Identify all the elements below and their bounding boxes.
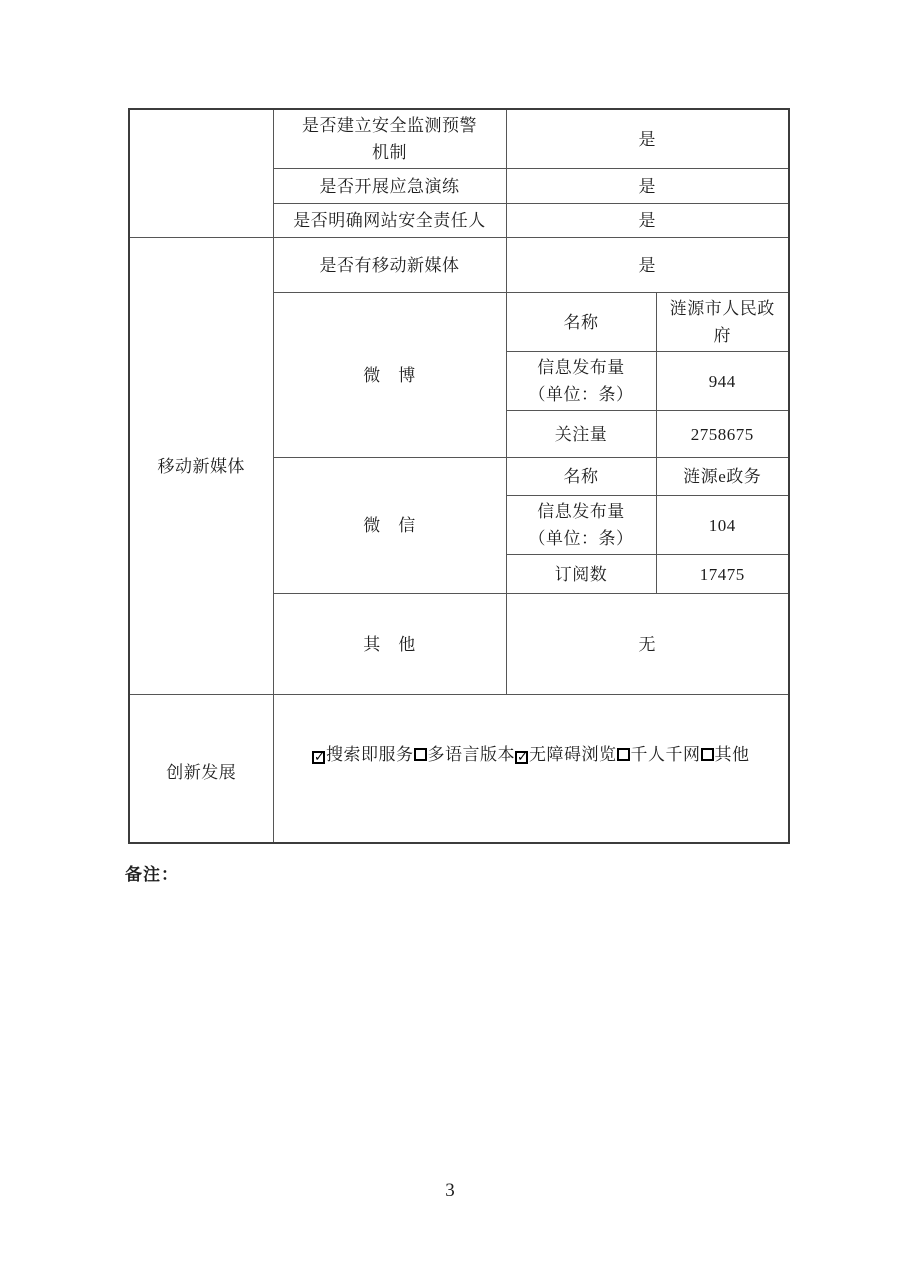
- innovation-option: [414, 745, 516, 764]
- value-wechat-posts: 104: [656, 496, 789, 555]
- label-wechat-name: 名称: [506, 458, 656, 496]
- innovation-option: [617, 745, 701, 764]
- label-weibo: 微 博: [273, 293, 506, 458]
- value-emergency-drill: 是: [506, 169, 789, 204]
- value-other-media: 无: [506, 594, 789, 695]
- innovation-option-label: 其他: [714, 744, 750, 764]
- note-label: 备注：: [125, 865, 179, 884]
- label-security-monitor-line2: 机制: [372, 143, 407, 162]
- annual-report-table: [128, 108, 790, 844]
- value-wechat-subscribers: 17475: [656, 555, 789, 594]
- label-wechat-posts: [506, 496, 656, 555]
- innovation-options: [280, 741, 783, 768]
- checkbox-unchecked-icon[interactable]: [414, 748, 427, 761]
- innovation-option-label: 无障碍浏览: [529, 744, 617, 764]
- label-weibo-posts: [506, 352, 656, 411]
- label-wechat-posts-line2: （单位：条）: [528, 529, 634, 548]
- label-has-mobile-media: 是否有移动新媒体: [273, 238, 506, 293]
- innovation-option: [515, 745, 617, 764]
- label-weibo-posts-line2: （单位：条）: [528, 385, 634, 404]
- checkbox-unchecked-icon[interactable]: [701, 748, 714, 761]
- label-wechat-subscribers: 订阅数: [506, 555, 656, 594]
- innovation-cell: [273, 695, 789, 843]
- label-wechat-posts-line1: 信息发布量: [537, 502, 625, 521]
- label-security-monitor-line1: 是否建立安全监测预警: [302, 116, 477, 135]
- value-security-owner: 是: [506, 204, 789, 238]
- checkbox-checked-icon[interactable]: [515, 751, 528, 764]
- section-label-innovation: 创新发展: [129, 699, 273, 847]
- checkbox-unchecked-icon[interactable]: [617, 748, 630, 761]
- value-weibo-followers: 2758675: [656, 411, 789, 458]
- innovation-option-label: 搜索即服务: [326, 744, 414, 764]
- label-weibo-name: 名称: [506, 293, 656, 352]
- label-wechat: 微 信: [273, 458, 506, 594]
- innovation-option-label: 多语言版本: [427, 744, 515, 764]
- value-has-mobile-media: 是: [506, 238, 789, 293]
- label-weibo-posts-line1: 信息发布量: [537, 358, 625, 377]
- page-number: 3: [445, 1180, 455, 1201]
- section-label-mobile-media: 移动新媒体: [129, 238, 273, 695]
- innovation-option: [701, 745, 750, 764]
- label-security-monitor: [273, 109, 506, 169]
- innovation-option: [312, 745, 414, 764]
- label-other-media: 其 他: [273, 594, 506, 695]
- label-security-owner: 是否明确网站安全责任人: [273, 204, 506, 238]
- innovation-option-label: 千人千网: [630, 744, 701, 764]
- checkbox-checked-icon[interactable]: [312, 751, 325, 764]
- section-cell-empty: [129, 109, 273, 238]
- value-security-monitor: 是: [506, 109, 789, 169]
- label-weibo-followers: 关注量: [506, 411, 656, 458]
- label-emergency-drill: 是否开展应急演练: [273, 169, 506, 204]
- value-weibo-name: 涟源市人民政府: [656, 293, 789, 352]
- value-wechat-name: 涟源e政务: [656, 458, 789, 496]
- value-weibo-posts: 944: [656, 352, 789, 411]
